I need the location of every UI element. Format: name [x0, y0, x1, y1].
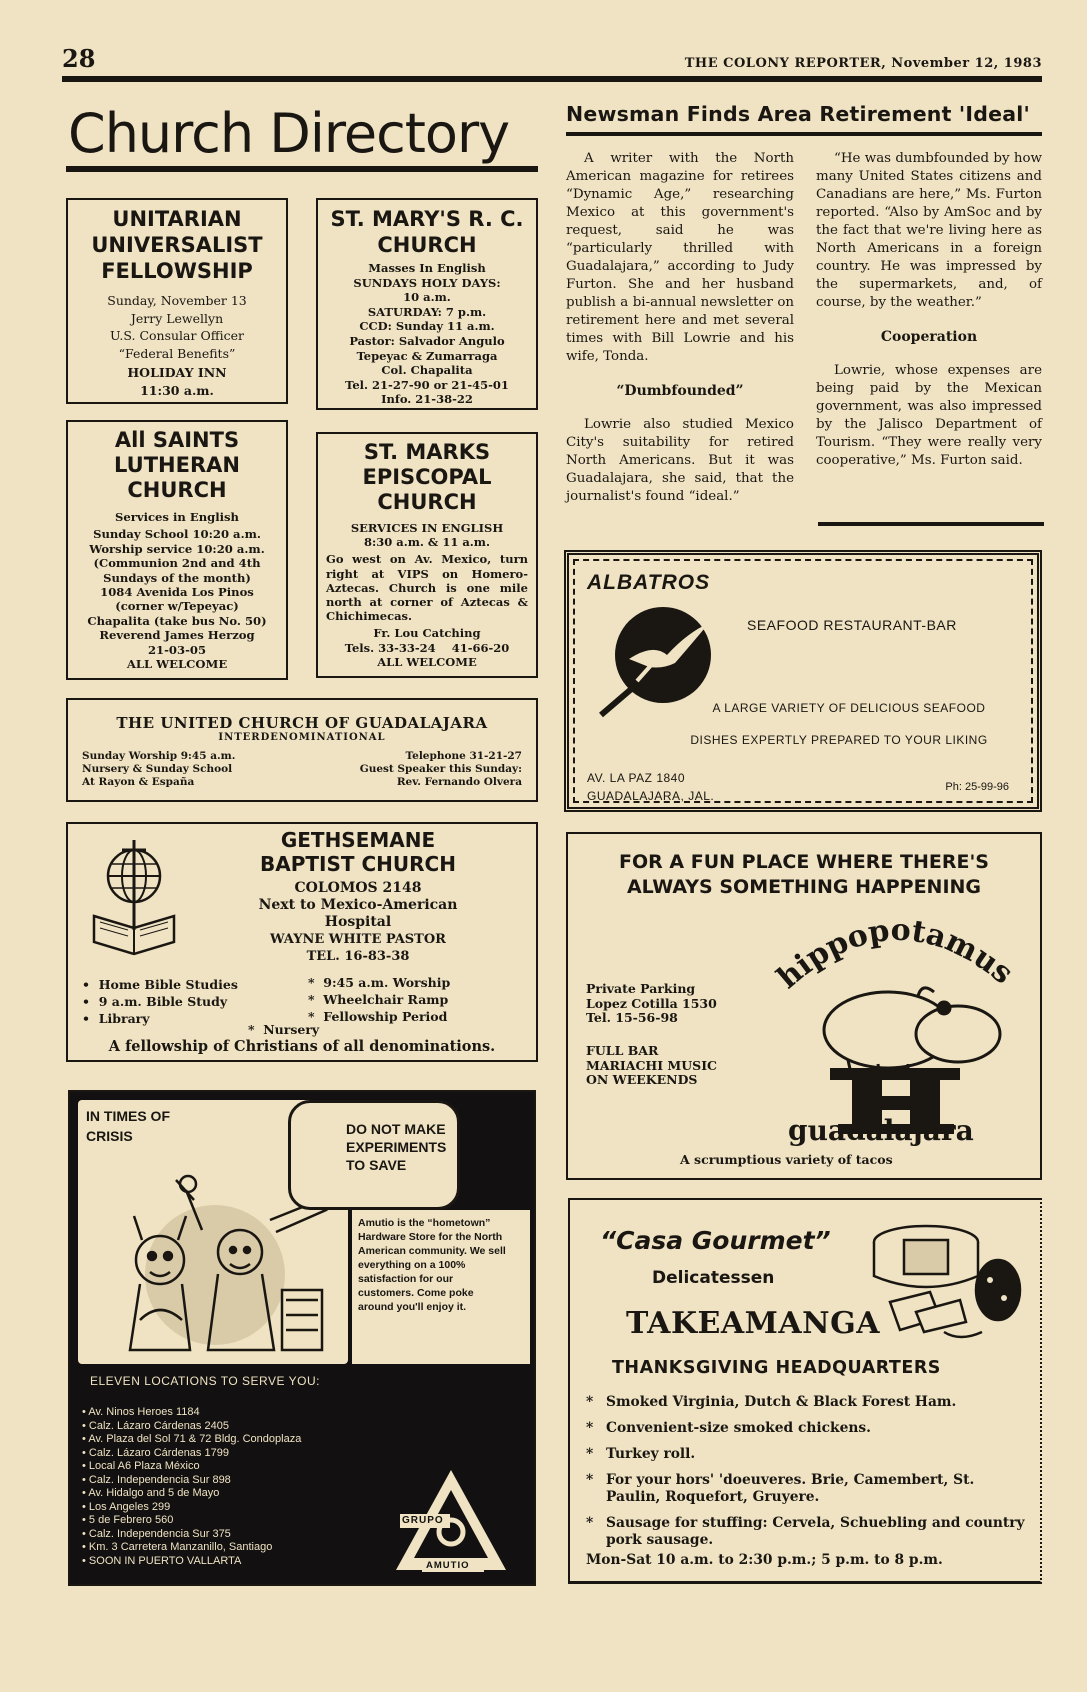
amutio-ad	[68, 1090, 536, 1586]
article-column-2	[816, 150, 1042, 470]
globe-bible-icon	[88, 838, 180, 956]
paragraph: A writer with the North American magazine for retirees “Dynamic Age,” researching Mexico at this government's request, said he was “particularly thrilled with Guadalajara,” according to Judy Furton. She and her husband publish a bi-annual newsletter on retirement here and met several times with Bill Lowrie and his wife, Tonda.	[566, 151, 794, 364]
gethsemane-left-bullets	[82, 976, 238, 1027]
list-item: • Library	[82, 1011, 150, 1026]
location-item: • Av. Plaza del Sol 71 & 72 Bldg. Condoplaza	[82, 1433, 302, 1445]
location-item: • Calz. Lázaro Cárdenas 2405	[82, 1419, 229, 1432]
casa-gourmet-ad	[568, 1198, 1042, 1584]
albatros-name: ALBATROS	[587, 571, 711, 594]
subhead: “Dumbfounded”	[616, 383, 744, 399]
church-name: ST. MARKS EPISCOPAL CHURCH	[362, 440, 492, 514]
all-saints-listing	[66, 420, 288, 680]
nursery-note: * Nursery	[248, 1022, 320, 1037]
amutio-blurb: Amutio is the “hometown” Hardware Store for the North American community. We sell everything on a 100% satisfaction for our customers. Come poke around you'll enjoy it.	[358, 1217, 506, 1313]
st-marys-listing	[316, 198, 538, 410]
location-item: • Calz. Lázaro Cárdenas 1799	[82, 1446, 229, 1459]
location-item: • Av. Ninos Heroes 1184	[82, 1406, 200, 1418]
list-item: * 9:45 a.m. Worship	[308, 975, 451, 990]
united-church-listing	[66, 698, 538, 802]
list-item: * Convenient-size smoked chickens.	[586, 1420, 871, 1436]
logo-bottom-text: AMUTIO	[426, 1560, 470, 1571]
location-item: • Km. 3 Carretera Manzanillo, Santiago	[82, 1541, 273, 1553]
hippo-headline: FOR A FUN PLACE WHERE THERE'S ALWAYS SOMETHING HAPPENING	[619, 851, 989, 898]
page-title: Church Directory	[68, 102, 510, 165]
location-item: • Local A6 Plaza México	[82, 1460, 200, 1472]
listing-details: Masses In English SUNDAYS HOLY DAYS: 10 a.m. SATURDAY: 7 p.m. CCD: Sunday 11 a.m. Pastor: Salvador Angulo Tepeyac & Zumarraga Col. Chapalita Tel. 21-27-90 or 21-45-01 Info. 21-38-22	[345, 261, 509, 407]
gethsemane-right-bullets	[308, 974, 450, 1025]
title-rule	[66, 166, 538, 172]
list-item: * Wheelchair Ramp	[308, 992, 449, 1007]
casa-hours: Mon-Sat 10 a.m. to 2:30 p.m.; 5 p.m. to 8 p.m.	[586, 1552, 943, 1568]
hippo-tagline: A scrumptious variety of tacos	[680, 1152, 893, 1167]
locations-list	[82, 1406, 382, 1568]
headline-rule	[566, 132, 1042, 136]
locations-title: ELEVEN LOCATIONS TO SERVE YOU:	[90, 1374, 320, 1388]
hippo-extras: FULL BAR MARIACHI MUSIC ON WEEKENDS	[586, 1043, 717, 1087]
article-column-1	[566, 150, 794, 506]
location-item: • Av. Hidalgo and 5 de Mayo	[82, 1487, 220, 1499]
casa-headline: THANKSGIVING HEADQUARTERS	[612, 1358, 941, 1378]
list-item: • Home Bible Studies	[82, 977, 238, 992]
church-name: ST. MARY'S R. C. CHURCH	[330, 207, 524, 257]
list-item: * Turkey roll.	[586, 1446, 696, 1462]
list-item: * For your hors' 'doeuveres. Brie, Camembert, St. Paulin, Roquefort, Gruyere.	[586, 1472, 975, 1505]
paragraph: “He was dumbfounded by how many United States citizens and Canadians are here,” Ms. Furton reported. “Also by AmSoc and by the fact that we're living here as North Americans in a foreign country. He was impressed by the supermarkets, and, of course, by the weather.”	[816, 151, 1042, 310]
casa-name: “Casa Gourmet”	[600, 1226, 831, 1255]
listing-details: Sunday, November 13 Jerry Lewellyn U.S. Consular Officer “Federal Benefits” HOLIDAY INN 11:30 a.m.	[107, 293, 247, 398]
list-item: * Sausage for stuffing: Cervela, Schuebling and country pork sausage.	[586, 1515, 1025, 1548]
unitarian-listing	[66, 198, 288, 404]
paragraph: Lowrie, whose expenses are being paid by the Mexican government, was also impressed by the Jalisco Department of Tourism. “They were really very cooperative,” Ms. Furton said.	[816, 363, 1042, 468]
list-item: * Fellowship Period	[308, 1009, 448, 1024]
hippo-brand: hippopotamus	[770, 912, 1020, 996]
casa-brand: TAKEAMANGA	[626, 1306, 880, 1341]
albatros-address-2: GUADALAJARA, JAL.	[587, 789, 715, 803]
gethsemane-header	[208, 828, 508, 965]
location-item: • Calz. Independencia Sur 898	[82, 1473, 231, 1486]
hippo-city: guadalajara	[788, 1114, 974, 1147]
listing-details: COLOMOS 2148 Next to Mexico-American Hospital WAYNE WHITE PASTOR TEL. 16-83-38	[258, 880, 458, 964]
masthead-rule	[62, 76, 1042, 82]
st-marks-listing	[316, 432, 538, 678]
albatros-tagline: SEAFOOD RESTAURANT-BAR	[747, 617, 957, 633]
logo-top-text: GRUPO	[402, 1515, 444, 1526]
masthead	[62, 44, 1042, 84]
denomination: INTERDENOMINATIONAL	[218, 732, 386, 743]
bubble-text: DO NOT MAKE EXPERIMENTS TO SAVE	[346, 1121, 447, 1173]
svg-text:hippopotamus	[771, 913, 1020, 996]
gethsemane-listing	[66, 822, 538, 1062]
united-left-info: Sunday Worship 9:45 a.m. Nursery & Sunday School At Rayon & España	[82, 750, 236, 788]
casa-items	[586, 1394, 1026, 1549]
crisis-caption: IN TIMES OF CRISIS	[86, 1108, 170, 1144]
location-item: • Los Angeles 299	[82, 1500, 171, 1513]
paragraph: Lowrie also studied Mexico City's suitability for retired North Americans. But it was Guadalajara, she said, that the journalist's found “ideal.”	[566, 417, 794, 504]
cheese-sausage-icon	[860, 1214, 1030, 1344]
hippo-details: Private Parking Lopez Cotilla 1530 Tel. 15-56-98	[586, 981, 717, 1025]
gethsemane-tagline: A fellowship of Christians of all denominations.	[108, 1038, 496, 1055]
list-item: * Smoked Virginia, Dutch & Black Forest Ham.	[586, 1394, 957, 1410]
subhead: Cooperation	[880, 329, 978, 345]
church-name: GETHSEMANE BAPTIST CHURCH	[260, 828, 456, 876]
church-name: UNITARIAN UNIVERSALIST FELLOWSHIP	[91, 207, 263, 283]
paper-name-date: THE COLONY REPORTER, November 12, 1983	[684, 56, 1042, 71]
article-end-rule	[818, 522, 1044, 526]
albatros-address-1: AV. LA PAZ 1840	[587, 771, 686, 785]
albatros-line-2: DISHES EXPERTLY PREPARED TO YOUR LIKING	[690, 733, 988, 747]
article-headline: Newsman Finds Area Retirement 'Ideal'	[566, 102, 1030, 126]
listing-details: SERVICES IN ENGLISH 8:30 a.m. & 11 a.m. Go west on Av. Mexico, turn right at VIPS on Homero-Aztecas. Church is one mile north at corner of Aztecas & Chichimecas. Fr. Lou Catching Tels. 33-33-24 41-66-20 ALL WELCOME	[326, 521, 528, 669]
listing-details: Services in English Sunday School 10:20 a.m. Worship service 10:20 a.m. (Communion 2nd and 4th Sundays of the month) 1084 Avenida Los Pinos (corner w/Tepeyac) Chapalita (take bus No. 50) Reverend James Herzog 21-03-05 ALL WELCOME	[87, 510, 267, 672]
location-item: • 5 de Febrero 560	[82, 1514, 174, 1526]
united-right-info: Telephone 31-21-27 Guest Speaker this Sunday: Rev. Fernando Olvera	[359, 750, 522, 788]
hippopotamus-ad	[566, 832, 1042, 1180]
albatros-ad	[564, 550, 1042, 812]
list-item: • 9 a.m. Bible Study	[82, 994, 228, 1009]
albatros-phone: Ph: 25-99-96	[945, 781, 1009, 793]
page-number: 28	[62, 44, 96, 73]
church-name: THE UNITED CHURCH OF GUADALAJARA	[116, 714, 488, 732]
hippo-mascot	[768, 910, 1038, 1140]
church-name: All SAINTS LUTHERAN CHURCH	[114, 428, 240, 502]
location-item: • Calz. Independencia Sur 375	[82, 1527, 231, 1540]
casa-subtitle: Delicatessen	[652, 1268, 775, 1288]
albatros-line-1: A LARGE VARIETY OF DELICIOUS SEAFOOD	[712, 701, 986, 715]
location-item: • SOON IN PUERTO VALLARTA	[82, 1554, 242, 1567]
